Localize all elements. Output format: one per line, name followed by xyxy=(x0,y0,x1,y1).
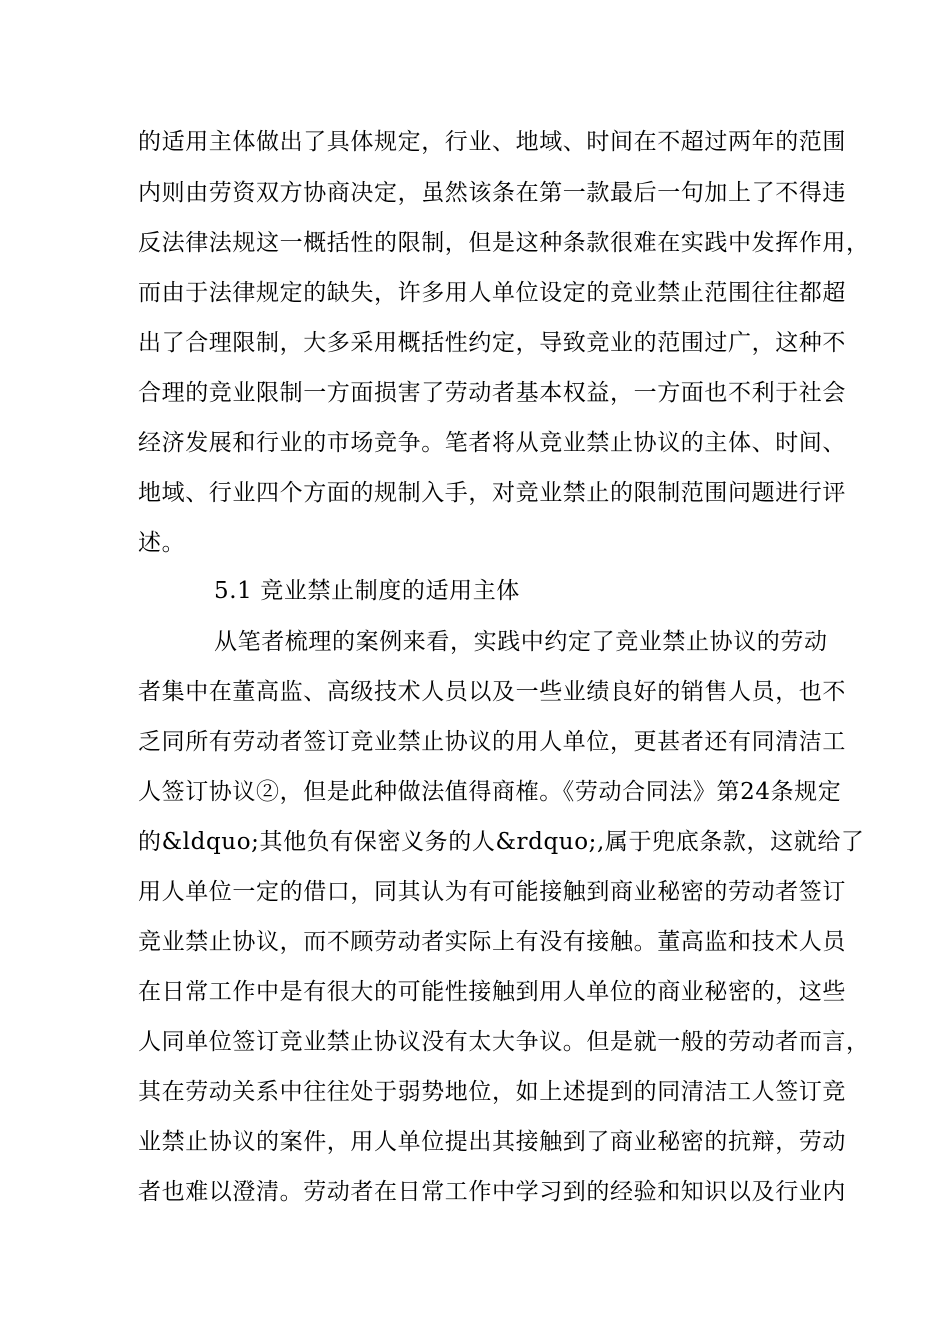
paragraph-line: 乏同所有劳动者签订竞业禁止协议的用人单位，更甚者还有同清洁工 xyxy=(138,729,846,755)
paragraph-line: 人签订协议②，但是此种做法值得商榷。《劳动合同法》第24条规定 xyxy=(138,779,842,805)
paragraph-line: 出了合理限制，大多采用概括性约定，导致竞业的范围过广，这种不 xyxy=(138,330,846,356)
paragraph-line: 反法律法规这一概括性的限制，但是这种条款很难在实践中发挥作用， xyxy=(138,230,870,256)
paragraph-line: 而由于法律规定的缺失，许多用人单位设定的竞业禁止范围往往都超 xyxy=(138,280,846,306)
paragraph-line: 述。 xyxy=(138,530,186,556)
paragraph-line: 者也难以澄清。劳动者在日常工作中学习到的经验和知识以及行业内 xyxy=(138,1179,846,1205)
paragraph-line: 地域、行业四个方面的规制入手，对竞业禁止的限制范围问题进行评 xyxy=(138,480,846,506)
paragraph-line: 从笔者梳理的案例来看，实践中约定了竞业禁止协议的劳动 xyxy=(214,629,828,655)
paragraph-line: 竞业禁止协议，而不顾劳动者实际上有没有接触。董高监和技术人员 xyxy=(138,929,846,955)
paragraph-line: 人同单位签订竞业禁止协议没有太大争议。但是就一般的劳动者而言， xyxy=(138,1029,870,1055)
paragraph-line: 内则由劳资双方协商决定，虽然该条在第一款最后一句加上了不得违 xyxy=(138,180,846,206)
paragraph-line: 经济发展和行业的市场竞争。笔者将从竞业禁止协议的主体、时间、 xyxy=(138,430,846,456)
paragraph-line: 合理的竞业限制一方面损害了劳动者基本权益，一方面也不利于社会 xyxy=(138,380,846,406)
paragraph-line: 的适用主体做出了具体规定，行业、地域、时间在不超过两年的范围 xyxy=(138,129,846,155)
section-heading: 5.1 竞业禁止制度的适用主体 xyxy=(214,578,520,604)
paragraph-line: 业禁止协议的案件，用人单位提出其接触到了商业秘密的抗辩，劳动 xyxy=(138,1129,846,1155)
paragraph-line: 者集中在董高监、高级技术人员以及一些业绩良好的销售人员，也不 xyxy=(138,679,846,705)
paragraph-line: 用人单位一定的借口，同其认为有可能接触到商业秘密的劳动者签订 xyxy=(138,879,846,905)
paragraph-line: 的&ldquo;其他负有保密义务的人&rdquo;,属于兜底条款，这就给了 xyxy=(138,829,865,855)
paragraph-line: 在日常工作中是有很大的可能性接触到用人单位的商业秘密的，这些 xyxy=(138,979,846,1005)
paragraph-line: 其在劳动关系中往往处于弱势地位，如上述提到的同清洁工人签订竞 xyxy=(138,1079,846,1105)
